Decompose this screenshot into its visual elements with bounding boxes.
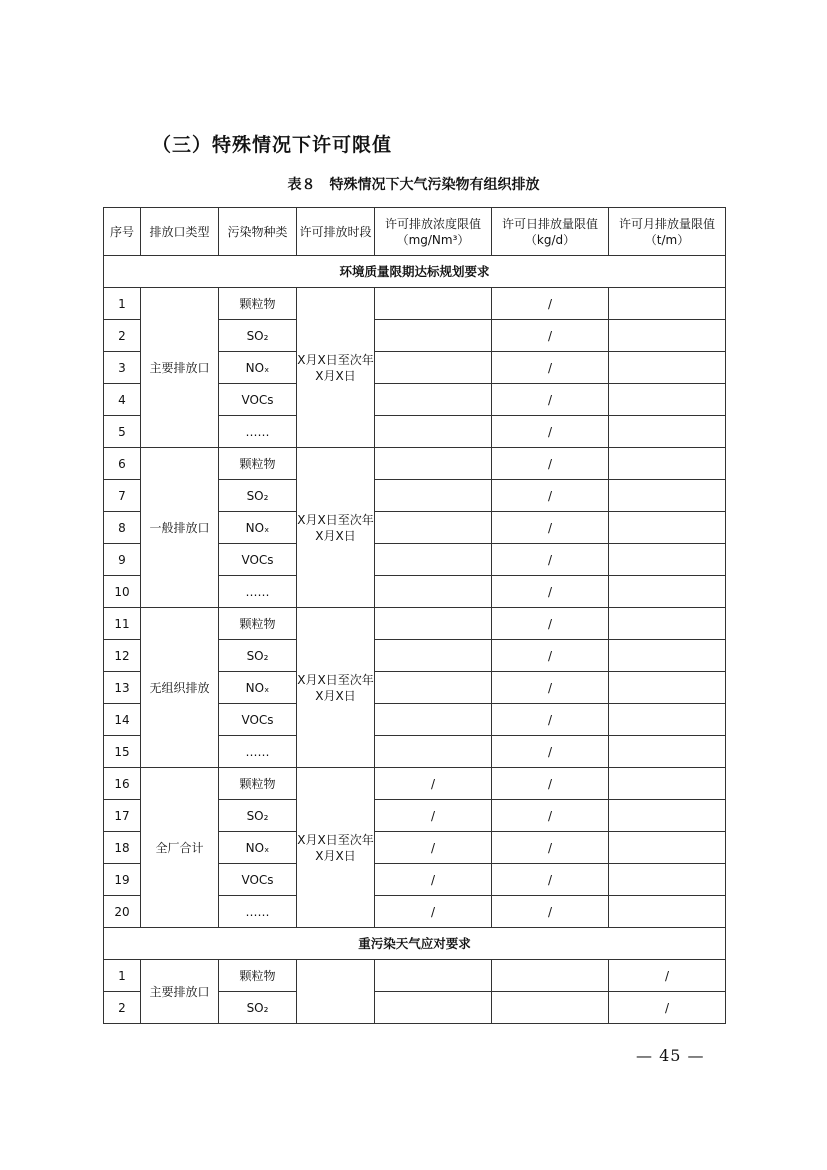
header-row [104,208,726,256]
outlet-type: 主要排放口 [141,960,219,1024]
pollutant: …… [219,736,297,768]
concentration-limit: / [375,832,492,864]
row-number: 12 [104,640,141,672]
monthly-limit [609,736,726,768]
concentration-limit [375,576,492,608]
daily-limit: / [492,384,609,416]
monthly-limit [609,800,726,832]
outlet-type: 无组织排放 [141,608,219,768]
table-row [104,608,726,640]
row-number: 14 [104,704,141,736]
row-number: 1 [104,960,141,992]
monthly-limit [609,512,726,544]
daily-limit: / [492,448,609,480]
daily-limit: / [492,672,609,704]
pollutant: …… [219,576,297,608]
pollutant: SO₂ [219,800,297,832]
row-number: 9 [104,544,141,576]
pollutant: VOCs [219,704,297,736]
concentration-limit [375,704,492,736]
table-row [104,448,726,480]
pollutant: 颗粒物 [219,768,297,800]
header-concentration-limit: 许可排放浓度限值（mg/Nm³） [375,208,492,256]
daily-limit: / [492,896,609,928]
daily-limit: / [492,800,609,832]
monthly-limit: / [609,992,726,1024]
page-number: — 45 — [636,1046,705,1065]
row-number: 15 [104,736,141,768]
pollutant: …… [219,896,297,928]
monthly-limit [609,576,726,608]
row-number: 19 [104,864,141,896]
header-pollutant: 污染物种类 [219,208,297,256]
concentration-limit [375,672,492,704]
pollutant: VOCs [219,864,297,896]
row-number: 4 [104,384,141,416]
concentration-limit [375,352,492,384]
row-number: 5 [104,416,141,448]
daily-limit: / [492,352,609,384]
table-row [104,960,726,992]
daily-limit: / [492,480,609,512]
daily-limit: / [492,288,609,320]
pollutant: NOₓ [219,672,297,704]
concentration-limit [375,480,492,512]
section-heading: （三）特殊情况下许可限值 [152,134,393,156]
monthly-limit [609,480,726,512]
row-number: 17 [104,800,141,832]
daily-limit: / [492,512,609,544]
row-number: 3 [104,352,141,384]
daily-limit: / [492,608,609,640]
section-title: 重污染天气应对要求 [104,928,726,960]
concentration-limit [375,736,492,768]
concentration-limit: / [375,768,492,800]
header-daily-limit: 许可日排放量限值（kg/d） [492,208,609,256]
concentration-limit [375,992,492,1024]
concentration-limit [375,320,492,352]
row-number: 11 [104,608,141,640]
pollutant: NOₓ [219,352,297,384]
daily-limit: / [492,704,609,736]
monthly-limit [609,672,726,704]
section-row [104,928,726,960]
monthly-limit [609,544,726,576]
daily-limit: / [492,768,609,800]
pollutant: SO₂ [219,320,297,352]
outlet-type: 全厂合计 [141,768,219,928]
row-number: 2 [104,320,141,352]
pollutant: 颗粒物 [219,448,297,480]
concentration-limit [375,512,492,544]
monthly-limit [609,448,726,480]
daily-limit [492,992,609,1024]
monthly-limit [609,416,726,448]
daily-limit: / [492,736,609,768]
section-title: 环境质量限期达标规划要求 [104,256,726,288]
row-number: 10 [104,576,141,608]
row-number: 20 [104,896,141,928]
monthly-limit [609,704,726,736]
monthly-limit [609,608,726,640]
monthly-limit [609,320,726,352]
concentration-limit [375,544,492,576]
header-monthly-limit: 许可月排放量限值（t/m） [609,208,726,256]
header-period: 许可排放时段 [297,208,375,256]
concentration-limit: / [375,896,492,928]
concentration-limit [375,384,492,416]
pollutant: VOCs [219,384,297,416]
pollutant: 颗粒物 [219,608,297,640]
table-caption: 表８ 特殊情况下大气污染物有组织排放 [287,177,540,193]
daily-limit: / [492,640,609,672]
row-number: 18 [104,832,141,864]
monthly-limit [609,832,726,864]
concentration-limit [375,960,492,992]
pollutant: SO₂ [219,640,297,672]
pollutant: VOCs [219,544,297,576]
daily-limit: / [492,544,609,576]
monthly-limit [609,768,726,800]
row-number: 2 [104,992,141,1024]
pollutant: 颗粒物 [219,960,297,992]
header-outlet-type: 排放口类型 [141,208,219,256]
row-number: 1 [104,288,141,320]
daily-limit: / [492,832,609,864]
pollutant: NOₓ [219,832,297,864]
outlet-type: 一般排放口 [141,448,219,608]
pollutant: …… [219,416,297,448]
row-number: 8 [104,512,141,544]
row-number: 6 [104,448,141,480]
monthly-limit [609,288,726,320]
daily-limit: / [492,576,609,608]
daily-limit: / [492,320,609,352]
pollutant: SO₂ [219,480,297,512]
concentration-limit [375,640,492,672]
pollutant: 颗粒物 [219,288,297,320]
concentration-limit [375,608,492,640]
header-seq: 序号 [104,208,141,256]
table-row [104,768,726,800]
outlet-type: 主要排放口 [141,288,219,448]
concentration-limit [375,288,492,320]
concentration-limit [375,416,492,448]
monthly-limit [609,864,726,896]
pollutant: SO₂ [219,992,297,1024]
permit-period: X月X日至次年X月X日 [297,608,375,768]
row-number: 16 [104,768,141,800]
concentration-limit [375,448,492,480]
monthly-limit: / [609,960,726,992]
section-row [104,256,726,288]
pollutant: NOₓ [219,512,297,544]
permit-period [297,960,375,1024]
permit-period: X月X日至次年X月X日 [297,448,375,608]
emission-limit-table [103,207,726,1024]
table-row [104,288,726,320]
permit-period: X月X日至次年X月X日 [297,288,375,448]
row-number: 13 [104,672,141,704]
daily-limit [492,960,609,992]
monthly-limit [609,384,726,416]
concentration-limit: / [375,864,492,896]
monthly-limit [609,352,726,384]
permit-period: X月X日至次年X月X日 [297,768,375,928]
concentration-limit: / [375,800,492,832]
monthly-limit [609,896,726,928]
monthly-limit [609,640,726,672]
daily-limit: / [492,416,609,448]
row-number: 7 [104,480,141,512]
daily-limit: / [492,864,609,896]
